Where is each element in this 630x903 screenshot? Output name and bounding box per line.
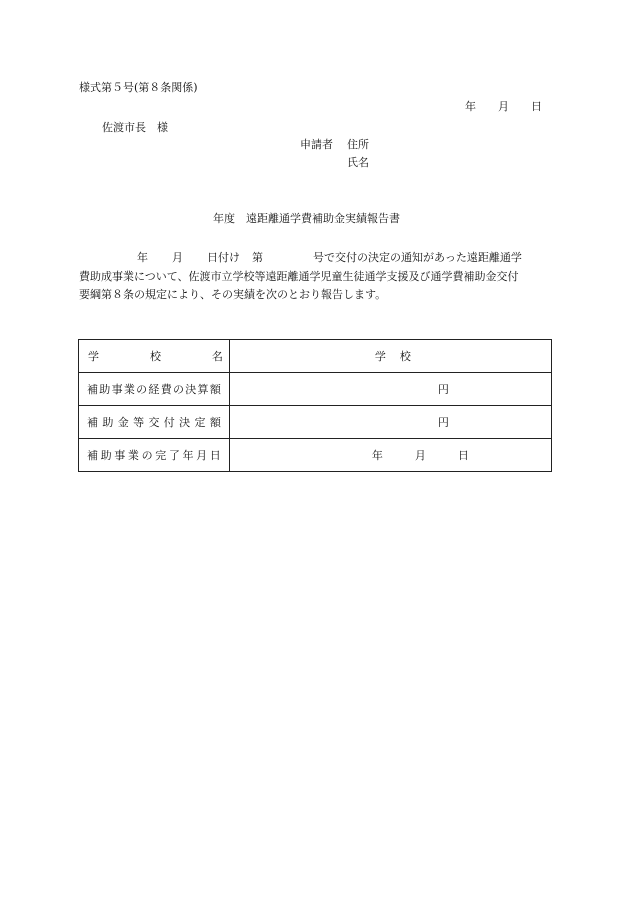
settled-cost-label: 補 助 事 業 の 経 費 の 決 算 額 [79, 373, 230, 406]
school-name-label: 学 校 名 [79, 340, 230, 373]
applicant-address-label: 住所 [347, 138, 369, 151]
table-row-settled-cost [79, 373, 552, 406]
body-number: 第 [252, 251, 263, 264]
body-line-2: 費助成事業について、佐渡市立学校等遠距離通学児童生徒通学支援及び通学費補助金交付 [79, 269, 519, 283]
body-dated: 日付け [207, 251, 240, 264]
submission-date [465, 101, 542, 112]
document-title: 年度 遠距離通学費補助金実績報告書 [213, 212, 400, 225]
addressee: 佐渡市長 様 [102, 121, 168, 134]
applicant-name-label: 氏名 [347, 156, 369, 169]
body-line-1-rest: 号で交付の決定の通知があった遠距離通学 [313, 251, 522, 264]
body-year: 年 [137, 251, 148, 264]
table-row-completion-date [79, 439, 552, 472]
grant-decision-value[interactable] [229, 406, 551, 439]
body-line-3: 要綱第８条の規定により、その実績を次のとおり報告します。 [79, 288, 387, 301]
report-table [78, 339, 552, 472]
body-month: 月 [172, 251, 183, 264]
date-month-label: 月 [498, 100, 509, 113]
grant-decision-label: 補 助 金 等 交 付 決 定 額 [79, 406, 230, 439]
school-name-value[interactable]: 学 校 [229, 340, 551, 373]
applicant-label: 申請者 [300, 138, 333, 151]
table-row-school-name [79, 340, 552, 373]
date-day-label: 日 [531, 100, 542, 113]
completion-date-label: 補 助 事 業 の 完 了 年 月 日 [79, 439, 230, 472]
yen-unit: 円 [437, 415, 449, 429]
yen-unit: 円 [437, 382, 449, 396]
date-year-label: 年 [465, 100, 476, 113]
completion-date-value[interactable]: 年 月 日 [229, 439, 551, 472]
table-row-grant-decision [79, 406, 552, 439]
settled-cost-value[interactable] [229, 373, 551, 406]
form-number: 様式第５号(第８条関係) [79, 81, 198, 94]
body-line-1 [79, 249, 554, 268]
body-paragraph [79, 249, 554, 305]
